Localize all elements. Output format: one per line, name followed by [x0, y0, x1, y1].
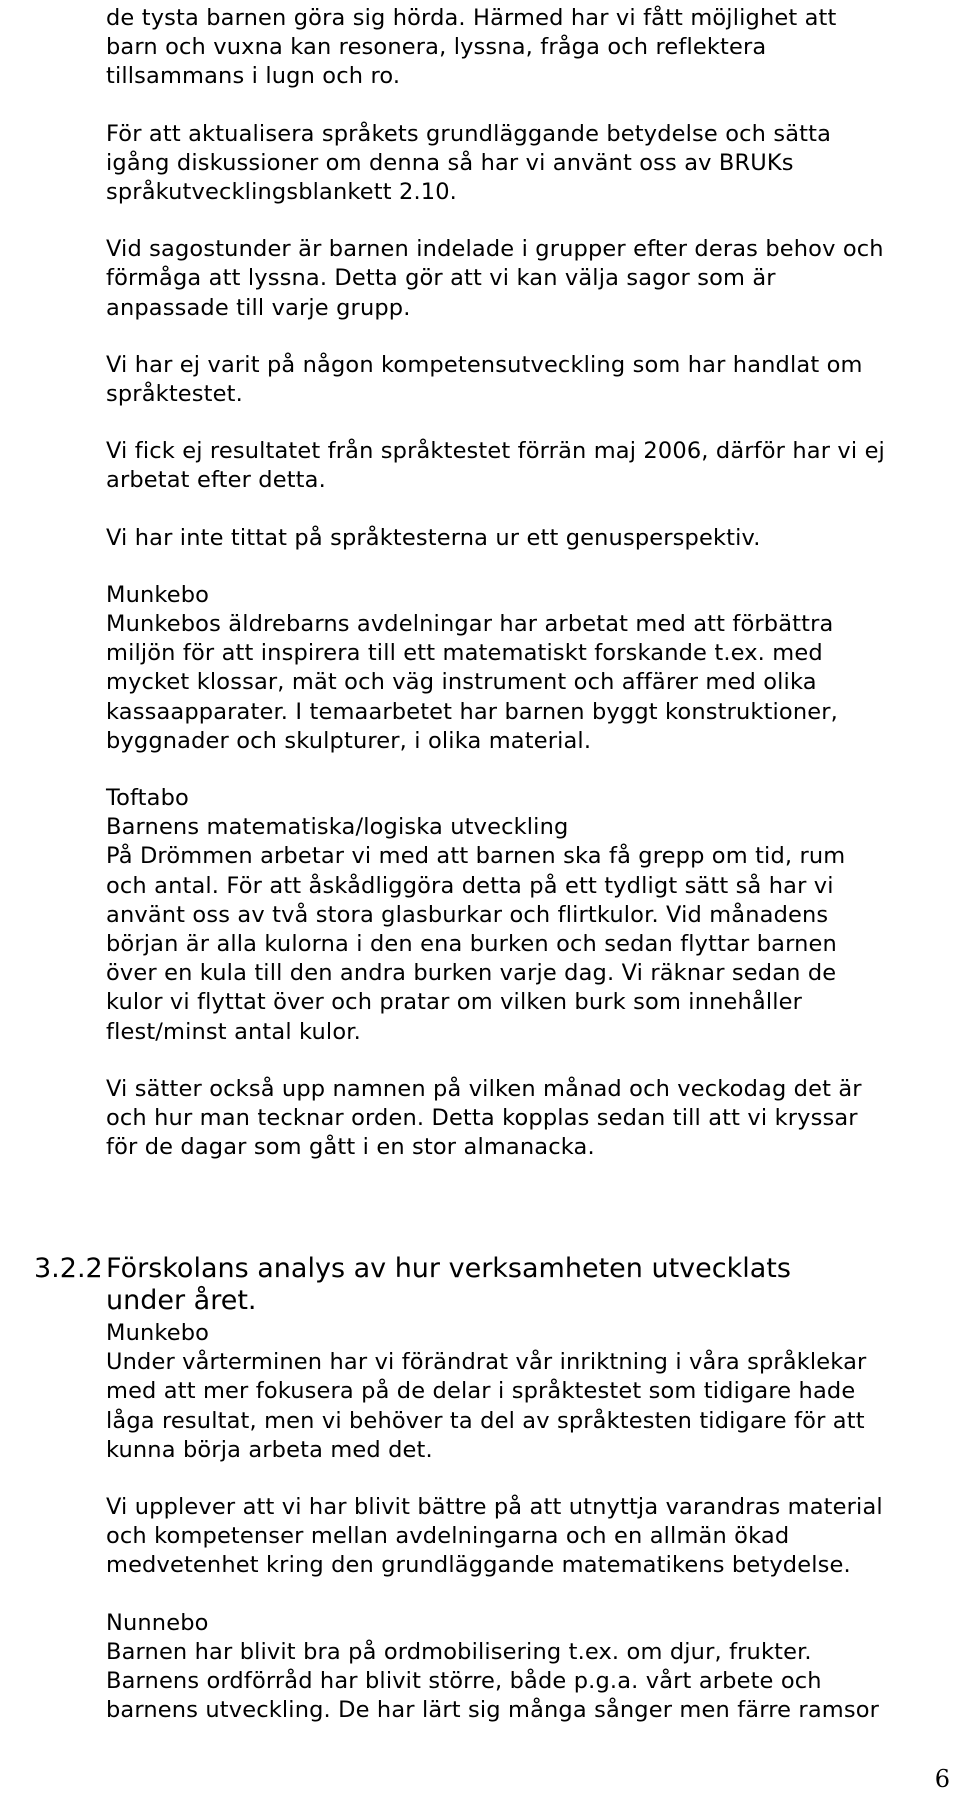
text-line: Vi upplever att vi har blivit bättre på att utnyttja varandras material — [106, 1494, 883, 1521]
text-line: Vid sagostunder är barnen indelade i grupper efter deras behov och — [106, 236, 884, 263]
subheading-toftabo: Toftabo — [106, 785, 189, 812]
text-line: byggnader och skulpturer, i olika material. — [106, 727, 592, 754]
document-body-top — [106, 0, 956, 1191]
text-line: medvetenhet kring den grundläggande matematikens betydelse. — [106, 1552, 851, 1579]
text-line: språktestet. — [106, 381, 243, 408]
paragraph — [106, 524, 956, 553]
text-line: för de dagar som gått i en stor almanacka. — [106, 1134, 595, 1161]
text-line: de tysta barnen göra sig hörda. Härmed har vi fått möjlighet att — [106, 5, 837, 31]
text-line: arbetat efter detta. — [106, 467, 326, 494]
section-title-line: Förskolans analys av hur verksamheten utvecklats — [106, 1253, 791, 1284]
subheading-munkebo: Munkebo — [106, 1320, 210, 1346]
text-line: Vi har inte tittat på språktesterna ur ett genusperspektiv. — [106, 524, 761, 551]
paragraph — [106, 1493, 956, 1581]
paragraph — [106, 1075, 956, 1163]
paragraph-munkebo — [106, 581, 956, 756]
section-title-line: under året. — [106, 1285, 257, 1316]
text-line: anpassade till varje grupp. — [106, 294, 411, 321]
text-line: språkutvecklingsblankett 2.10. — [106, 179, 457, 206]
text-line: över en kula till den andra burken varje dag. Vi räknar sedan de — [106, 960, 837, 987]
paragraph-nunnebo — [106, 1609, 956, 1726]
paragraph — [106, 235, 956, 323]
text-line: barnens utveckling. De har lärt sig många sånger men färre ramsor — [106, 1697, 880, 1724]
text-line: låga resultat, men vi behöver ta del av språktesten tidigare för att — [106, 1407, 865, 1434]
text-line: kunna börja arbeta med det. — [106, 1436, 433, 1463]
text-line: Barnen har blivit bra på ordmobilisering t.ex. om djur, frukter. — [106, 1638, 812, 1665]
text-line: miljön för att inspirera till ett matematiskt forskande t.ex. med — [106, 640, 823, 667]
text-line: mycket klossar, mät och väg instrument och affärer med olika — [106, 669, 817, 696]
paragraph-munkebo — [106, 1319, 956, 1465]
paragraph — [106, 351, 956, 409]
text-line: barn och vuxna kan resonera, lyssna, fråga och reflektera — [106, 34, 767, 61]
text-line: För att aktualisera språkets grundläggande betydelse och sätta — [106, 120, 832, 147]
subheading-topic: Barnens matematiska/logiska utveckling — [106, 814, 569, 841]
text-line: Munkebos äldrebarns avdelningar har arbetat med att förbättra — [106, 611, 834, 638]
subheading-munkebo: Munkebo — [106, 581, 210, 608]
text-line: Barnens ordförråd har blivit större, både p.g.a. vårt arbete och — [106, 1668, 822, 1695]
text-line: Vi fick ej resultatet från språktestet förrän maj 2006, därför har vi ej — [106, 438, 885, 465]
text-line: med att mer fokusera på de delar i språktestet som tidigare hade — [106, 1378, 856, 1405]
text-line: tillsammans i lugn och ro. — [106, 63, 401, 90]
text-line: och kompetenser mellan avdelningarna och en allmän ökad — [106, 1523, 790, 1550]
section-number: 3.2.2 — [34, 1253, 103, 1284]
paragraph — [106, 120, 956, 208]
text-line: och antal. För att åskådliggöra detta på ett tydligt sätt så har vi — [106, 872, 834, 899]
text-line: flest/minst antal kulor. — [106, 1018, 361, 1045]
text-line: förmåga att lyssna. Detta gör att vi kan välja sagor som är — [106, 265, 776, 292]
section-title — [106, 1253, 791, 1317]
paragraph — [106, 4, 956, 92]
text-line: Vi sätter också upp namnen på vilken månad och veckodag det är — [106, 1075, 862, 1102]
text-line: igång diskussioner om denna så har vi använt oss av BRUKs — [106, 149, 794, 176]
text-line: Vi har ej varit på någon kompetensutveckling som har handlat om — [106, 351, 863, 378]
document-body-bottom — [106, 1319, 956, 1753]
paragraph — [106, 437, 956, 495]
text-line: kulor vi flyttat över och pratar om vilken burk som innehåller — [106, 989, 803, 1016]
text-line: Under vårterminen har vi förändrat vår inriktning i våra språklekar — [106, 1349, 867, 1376]
subheading-nunnebo: Nunnebo — [106, 1609, 209, 1636]
text-line: På Drömmen arbetar vi med att barnen ska få grepp om tid, rum — [106, 843, 846, 870]
text-line: början är alla kulorna i den ena burken och sedan flyttar barnen — [106, 931, 837, 958]
text-line: använt oss av två stora glasburkar och flirtkulor. Vid månadens — [106, 901, 829, 928]
text-line: och hur man tecknar orden. Detta kopplas sedan till att vi kryssar — [106, 1105, 858, 1132]
text-line: kassaapparater. I temaarbetet har barnen byggt konstruktioner, — [106, 698, 838, 725]
page-number: 6 — [934, 1765, 950, 1793]
paragraph-toftabo — [106, 784, 956, 1047]
